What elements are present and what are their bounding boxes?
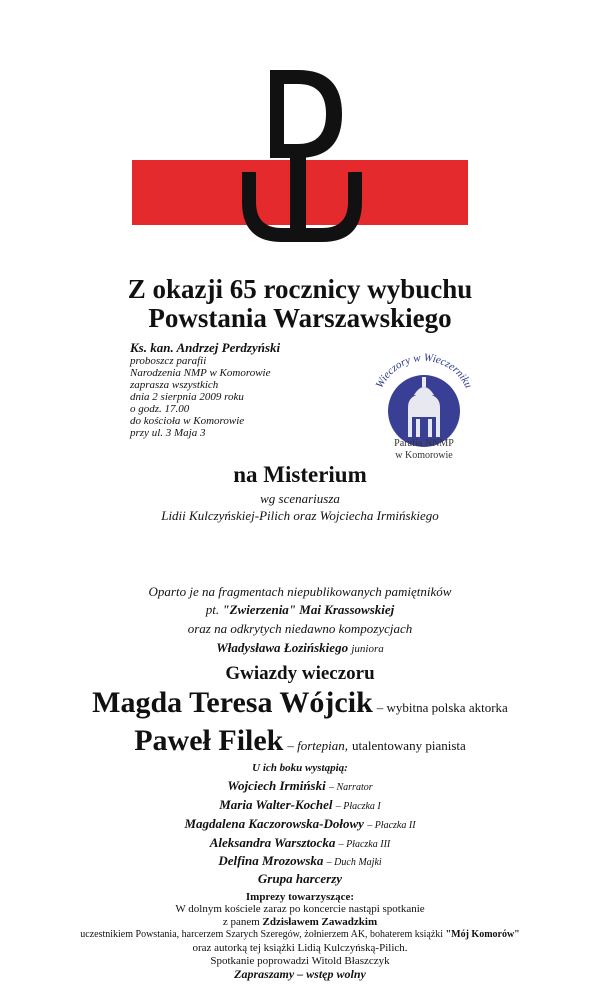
star1-name: Magda Teresa Wójcik (92, 686, 373, 719)
cast-member-role: – Płaczka III (338, 839, 391, 850)
misterium-sub1: wg scenariusza (260, 491, 340, 506)
star2-name: Paweł Filek (134, 724, 284, 757)
misterium-sub2: Lidii Kulczyńskiej-Pilich oraz Wojciecha Irmińskiego (161, 508, 439, 523)
logo-parish-line1: Parafia NNMP (394, 438, 454, 449)
stars-heading: Gwiazdy wieczoru (225, 663, 375, 684)
cast-member-name: Delfina Mrozowska (218, 853, 324, 868)
cast-member-name: Aleksandra Warsztocka (209, 835, 336, 850)
star2-desc: utalentowany pianista (352, 738, 466, 753)
logo-parish-line2: w Komorowie (395, 450, 453, 461)
heading-line1: Z okazji 65 rocznicy wybuchu (127, 274, 473, 304)
events-closing: Zapraszamy – wstęp wolny (234, 967, 366, 981)
source-line2 (0, 602, 600, 618)
events-line3-text: uczestnikiem Powstania, harcerzem Szarych Szeregów, żołnierzem AK, bohaterem książki (80, 929, 444, 940)
events-line4: oraz autorką tej książki Lidią Kulczyńską-Pilich. (192, 942, 408, 954)
source-line2-prefix: pt. (205, 602, 220, 617)
source-line1: Oparto je na fragmentach niepublikowanych pamiętników (148, 584, 452, 599)
cast-member-name: Magdalena Kaczorowska-Dołowy (184, 816, 364, 831)
priest-name: Ks. kan. Andrzej Perdzyński (130, 340, 281, 355)
misterium-title: na Misterium (233, 462, 367, 487)
cast-heading: U ich boku wystąpią: (252, 762, 348, 774)
cast-member (0, 816, 600, 832)
cast-member (0, 797, 600, 813)
source-line4 (0, 640, 600, 656)
events-line2-prefix: z panem (222, 916, 260, 928)
invitation-line: przy ul. 3 Maja 3 (130, 427, 206, 439)
logo-arc-text: Wieczory w Wieczerniku (373, 351, 475, 391)
invitation-line: Narodzenia NMP w Komorowie (130, 367, 271, 379)
source-line3: oraz na odkrytych niedawno kompozycjach (187, 621, 413, 636)
events-line2 (0, 916, 600, 928)
cast-member-name: Wojciech Irmiński (227, 778, 326, 793)
invitation-line: proboszcz parafii (130, 355, 207, 367)
cast-member (0, 853, 600, 869)
cast-member-role: – Płaczka I (335, 801, 381, 812)
events-heading: Imprezy towarzyszące: (245, 891, 355, 903)
invitation-line: do kościoła w Komorowie (130, 415, 245, 427)
cast-member-role: – Narrator (328, 782, 373, 793)
events-line1: W dolnym kościele zaraz po koncercie nastąpi spotkanie (175, 903, 425, 915)
star2-role: – fortepian, (287, 738, 349, 753)
events-line5: Spotkanie poprowadzi Witold Błaszczyk (210, 955, 390, 967)
kotwica-emblem-icon (232, 62, 372, 250)
invitation-block (130, 340, 280, 439)
guest-name: Zdzisławem Zawadzkim (262, 916, 378, 928)
invitation-line: zaprasza wszystkich (130, 379, 219, 391)
invitation-line: dnia 2 sierpnia 2009 roku (130, 391, 244, 403)
cast-member (0, 778, 600, 794)
book-title: "Mój Komorów" (445, 929, 520, 940)
cast-member (0, 835, 600, 851)
cast-member-name: Maria Walter-Kochel (219, 797, 333, 812)
star1-line (0, 686, 600, 720)
source-title: "Zwierzenia" Mai Krassowskiej (222, 602, 395, 617)
star2-line (0, 724, 600, 758)
star1-desc: – wybitna polska aktorka (376, 700, 508, 715)
cast-member-role: – Płaczka II (367, 820, 416, 831)
invitation-line: o godz. 17.00 (130, 403, 190, 415)
composer-name: Władysława Łozińskiego (216, 640, 349, 655)
cast-group: Grupa harcerzy (257, 871, 343, 886)
composer-suffix: juniora (351, 643, 384, 655)
cast-member-role: – Duch Majki (326, 857, 382, 868)
heading-line2: Powstania Warszawskiego (148, 303, 452, 333)
events-line3 (0, 929, 600, 941)
